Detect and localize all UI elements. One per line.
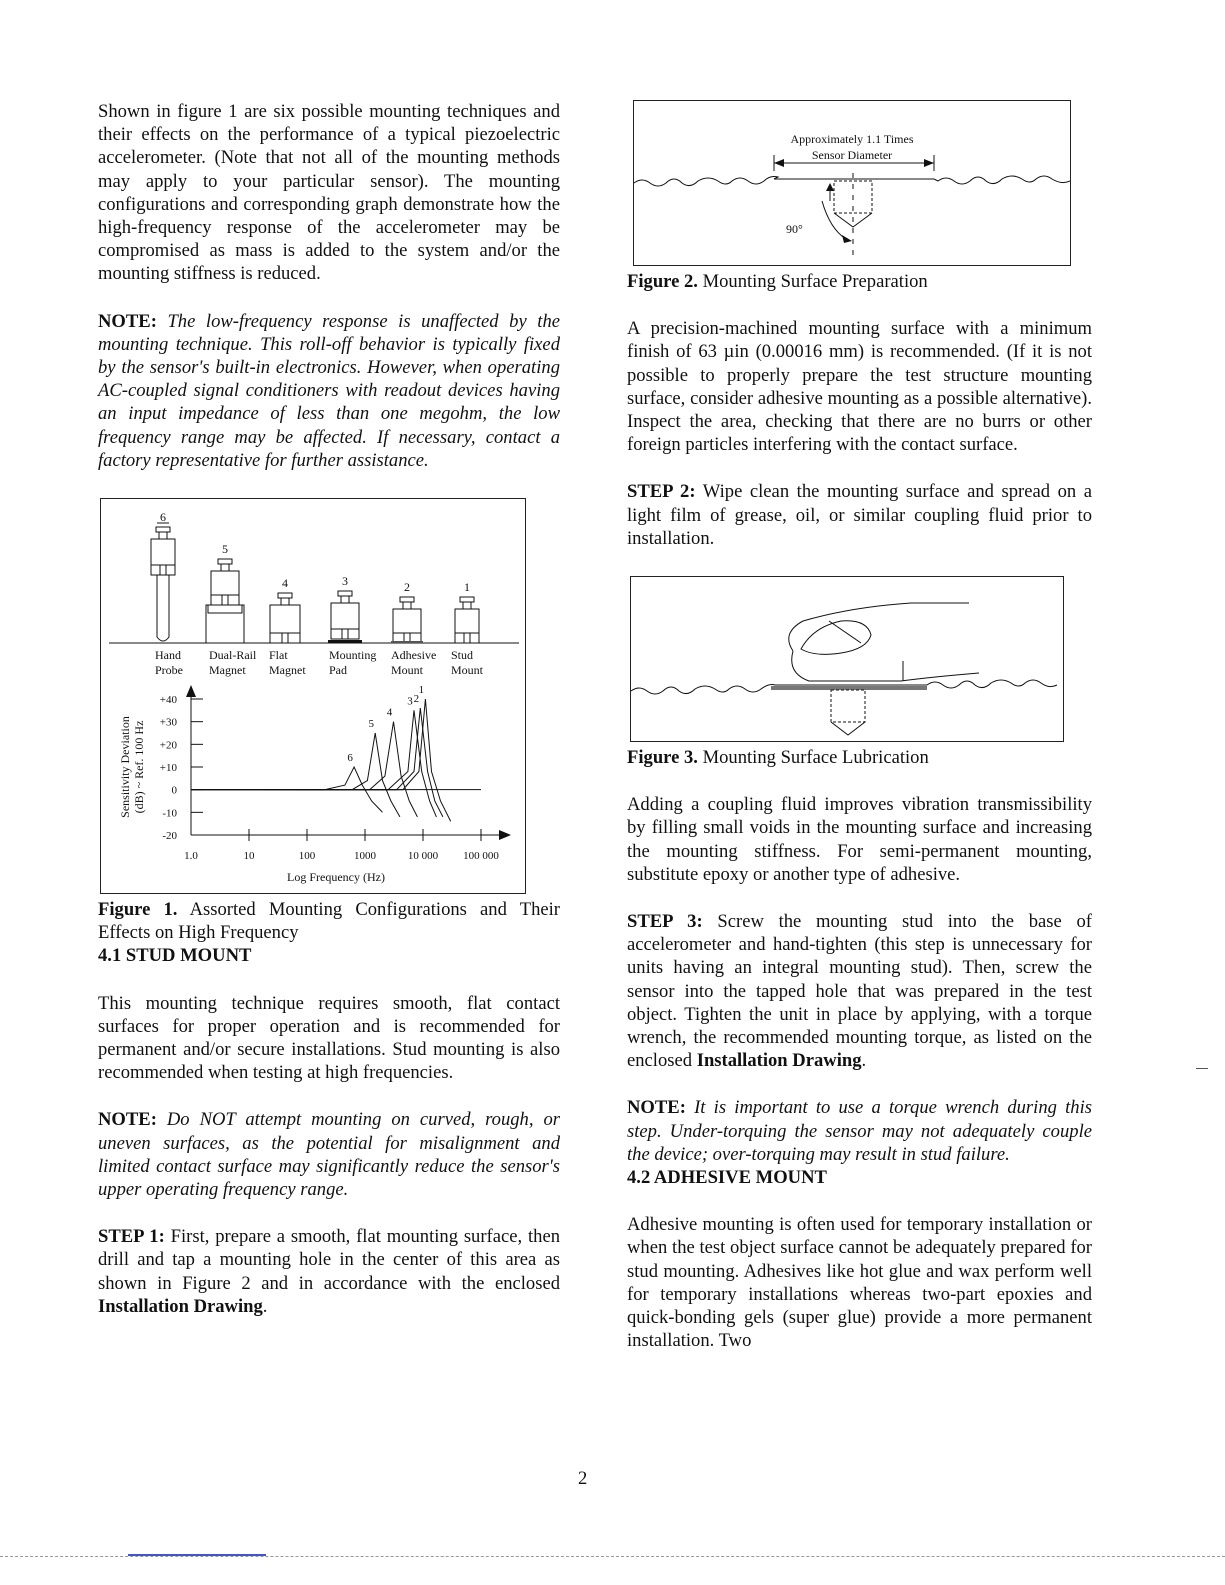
coupling-paragraph: Adding a coupling fluid improves vibration transmissibility by filling small voids in the mounting surface and increasing the mounting stiffness. For semi-permanent mounting, substitute epoxy or another type of adhesive. [627, 794, 1092, 885]
mount-label: Dual-Rail [209, 648, 257, 663]
adhesive-layer [391, 641, 423, 643]
mount-label: Mount [451, 663, 484, 678]
y-tick-label: +10 [159, 762, 177, 775]
right-column [627, 100, 1092, 1353]
peak-label-2: 2 [413, 693, 420, 706]
mount-number: 2 [404, 580, 410, 595]
sensor-body [211, 571, 239, 605]
sensor-connector [460, 597, 474, 602]
mount-label: Pad [329, 663, 347, 678]
step-2-label: STEP 2: [627, 481, 696, 503]
sensor-connector [278, 593, 292, 598]
step-2-text: Wipe clean the mounting surface and spread on a light film of grease, oil, or similar coupling fluid prior to installation. [627, 481, 1093, 549]
peak-label-1: 1 [418, 684, 425, 697]
sensor-base [455, 633, 479, 643]
mount-number: 5 [222, 542, 228, 557]
finger-bottom-line [792, 651, 979, 681]
mount-label: Magnet [269, 663, 306, 678]
y-tick-label: 0 [171, 784, 177, 797]
sensor-base [211, 595, 239, 605]
step-3 [627, 910, 1092, 1072]
frequency-response-chart [118, 684, 511, 884]
mount-label: Probe [155, 663, 183, 678]
step-3-text: Screw the mounting stud into the base of accelerometer and hand-tighten (this step is unnecessary for units having an integral mounting stud). Then, screw the sensor into the tapped hole that was prepared in the test object. Tighten the unit in place by applying, with a torque wrench, the recommended mounting torque, as listed on the enclosed [627, 911, 1092, 1072]
mounting-pad [328, 640, 362, 643]
mount-number: 1 [464, 580, 470, 595]
mount-label: Stud [451, 648, 474, 663]
note-text: Do NOT attempt mounting on curved, rough, or uneven surfaces, as the potential for misalignment and limited contact surface may significantly reduce the sensor's upper operating frequency range. [98, 1109, 561, 1201]
mount-label: Mounting [329, 648, 377, 663]
angle-label: 90° [786, 222, 803, 236]
figure-1 [100, 498, 526, 894]
note-text: The low-frequency response is unaffected by the mounting technique. This roll-off behavior is typically fixed by the sensor's built-in electronics. However, when operating AC-coupled signal conditioners with readout devices having an input impedance of less than one megohm, the low frequency range may be affected. If necessary, contact a factory representative for further assistance. [98, 310, 560, 471]
mount-illustrations [109, 510, 519, 677]
magnet-base [206, 605, 244, 643]
tapped-hole [831, 690, 865, 722]
figure-1-caption [98, 898, 560, 944]
mount-number: 6 [160, 510, 166, 525]
mount-label: Magnet [209, 663, 246, 678]
series-line-5 [191, 733, 400, 817]
figure-3 [630, 576, 1064, 742]
sensor-base [331, 629, 359, 639]
sensor-connector [400, 597, 414, 602]
note-surfaces [98, 1108, 560, 1201]
fingernail-line [829, 621, 861, 643]
series-line-1 [191, 699, 451, 821]
figure-3-caption-label: Figure 3. [627, 747, 698, 769]
sensor-body [270, 605, 300, 643]
footer-rule [0, 1556, 1225, 1557]
arrow-right-icon [924, 159, 934, 167]
figure-2-top-line: Approximately 1.1 Times [790, 132, 914, 146]
note-low-frequency [98, 310, 560, 472]
y-tick-label: +20 [159, 739, 177, 752]
section-4-2-body: Adhesive mounting is often used for temporary installation or when the test object surface cannot be adequately prepared for stud mounting. Adhesives like hot glue and wax perform well for temporary installations whereas two-part epoxies and quick-bonding gels (super glue) provide a more permanent installation. Two [627, 1214, 1092, 1352]
peak-label-5: 5 [368, 718, 374, 731]
section-4-2-title: 4.2 ADHESIVE MOUNT [627, 1167, 827, 1189]
left-column [98, 100, 560, 1318]
finger-top-line [789, 603, 969, 651]
edge-mark [1196, 1068, 1208, 1069]
mount-label: Mount [391, 663, 424, 678]
magnet-rail [208, 605, 242, 613]
section-4-1-body: This mounting technique requires smooth, flat contact surfaces for proper operation and is recommended for permanent and/or secure installations. Stud mounting is also recommended when testing at high frequencies. [98, 992, 560, 1084]
mount-label: Adhesive [391, 648, 437, 663]
figure-2-second-line: Sensor Diameter [811, 148, 893, 162]
note-label: NOTE: [98, 1109, 157, 1131]
mount-label: Hand [155, 648, 181, 663]
figure-1-caption-text: Assorted Mounting Configurations and Their Effects on High Frequency [98, 899, 560, 944]
installation-drawing-ref: Installation Drawing [98, 1295, 263, 1317]
x-tick-label: 100 [298, 850, 316, 863]
mount-number: 3 [342, 574, 348, 589]
step-1 [98, 1225, 560, 1318]
sensor-base [270, 633, 300, 643]
step-1-end: . [262, 1295, 268, 1317]
figure-2 [633, 100, 1071, 266]
mounting-configurations-figure [101, 499, 525, 893]
figure-1-caption-label: Figure 1. [98, 899, 178, 921]
precision-paragraph: A precision-machined mounting surface with a minimum finish of 63 µin (0.00016 mm) is recommended. (If it is not possible to properly prepare the test structure mounting surface, consider adhesive mounting as a possible alternative). Inspect the area, checking that there are no burrs or other foreign particles interfering with the contact surface. [627, 318, 1092, 456]
step-3-label: STEP 3: [627, 911, 703, 933]
sensor-body [331, 603, 359, 639]
sensor-connector [156, 527, 170, 532]
x-tick-label: 100 000 [463, 850, 499, 863]
step-2 [627, 480, 1092, 550]
x-tick-label: 10 000 [407, 850, 439, 863]
y-tick-label: +30 [159, 716, 177, 729]
figure-3-caption [627, 746, 1092, 769]
peak-label-3: 3 [407, 695, 413, 708]
x-tick-label: 10 [243, 850, 255, 863]
x-axis-label: Log Frequency (Hz) [287, 870, 385, 885]
y-axis-arrow-icon [186, 685, 196, 697]
page-number: 2 [578, 1468, 588, 1489]
step-1-text: First, prepare a smooth, flat mounting surface, then drill and tap a mounting hole in the center of this area as shown in Figure 2 and in accordance with the enclosed [98, 1226, 560, 1294]
note-label: NOTE: [627, 1097, 686, 1119]
series-line-4 [191, 722, 417, 817]
arrow-left-icon [774, 159, 784, 167]
figure-3-caption-text: Mounting Surface Lubrication [702, 747, 929, 769]
angle-arrow-icon [842, 235, 852, 243]
step-1-label: STEP 1: [98, 1226, 165, 1248]
footer-link-underline [128, 1554, 266, 1556]
note-text: It is important to use a torque wrench during this step. Under-torquing the sensor may not adequately couple the device; over-torquing may result in stud failure. [627, 1097, 1092, 1165]
series-line-2 [191, 708, 443, 817]
surface-lubrication-diagram [631, 577, 1063, 741]
figure-2-caption [627, 270, 1092, 293]
y-axis-label: (dB) ~ Ref. 100 Hz [132, 720, 146, 814]
peak-label-4: 4 [386, 706, 393, 719]
x-tick-label: 1000 [354, 850, 376, 863]
surface-preparation-diagram [634, 101, 1070, 265]
intro-paragraph: Shown in figure 1 are six possible mounting techniques and their effects on the performance of a typical piezoelectric accelerometer. (Note that not all of the mounting methods may apply to your particular sensor). The mounting configurations and corresponding graph demonstrate how the high-frequency response of the accelerometer may be compromised as mass is added to the system and/or the mounting stiffness is reduced. [98, 101, 560, 285]
figure-2-caption-label: Figure 2. [627, 271, 698, 292]
sensor-connector [218, 559, 232, 564]
installation-drawing-ref: Installation Drawing [696, 1050, 862, 1072]
drill-point [831, 722, 865, 735]
note-torque [627, 1096, 1092, 1166]
sensor-body [151, 539, 175, 575]
sensor-base [151, 565, 175, 575]
peak-label-6: 6 [347, 752, 353, 765]
mount-label: Flat [269, 648, 288, 663]
mount-number: 4 [282, 576, 288, 591]
angle-arrow-up-icon [826, 183, 834, 191]
note-label: NOTE: [98, 310, 157, 332]
sensor-connector [338, 591, 352, 596]
y-tick-label: +40 [159, 694, 177, 707]
section-4-1-title: 4.1 STUD MOUNT [98, 945, 252, 967]
angle-arc [822, 201, 846, 239]
step-3-end: . [861, 1050, 867, 1072]
coupling-fluid-film [771, 686, 927, 690]
x-tick-label: 1.0 [184, 850, 198, 863]
y-axis-label: Sensitivity Deviation [118, 716, 132, 818]
figure-2-caption-text: Mounting Surface Preparation [702, 271, 928, 292]
hand-probe-stem [157, 575, 169, 641]
x-axis-arrow-icon [499, 830, 511, 840]
sensor-body [455, 609, 479, 643]
y-tick-label: -10 [162, 807, 177, 820]
sensor-body [393, 609, 421, 643]
y-tick-label: -20 [162, 830, 177, 843]
